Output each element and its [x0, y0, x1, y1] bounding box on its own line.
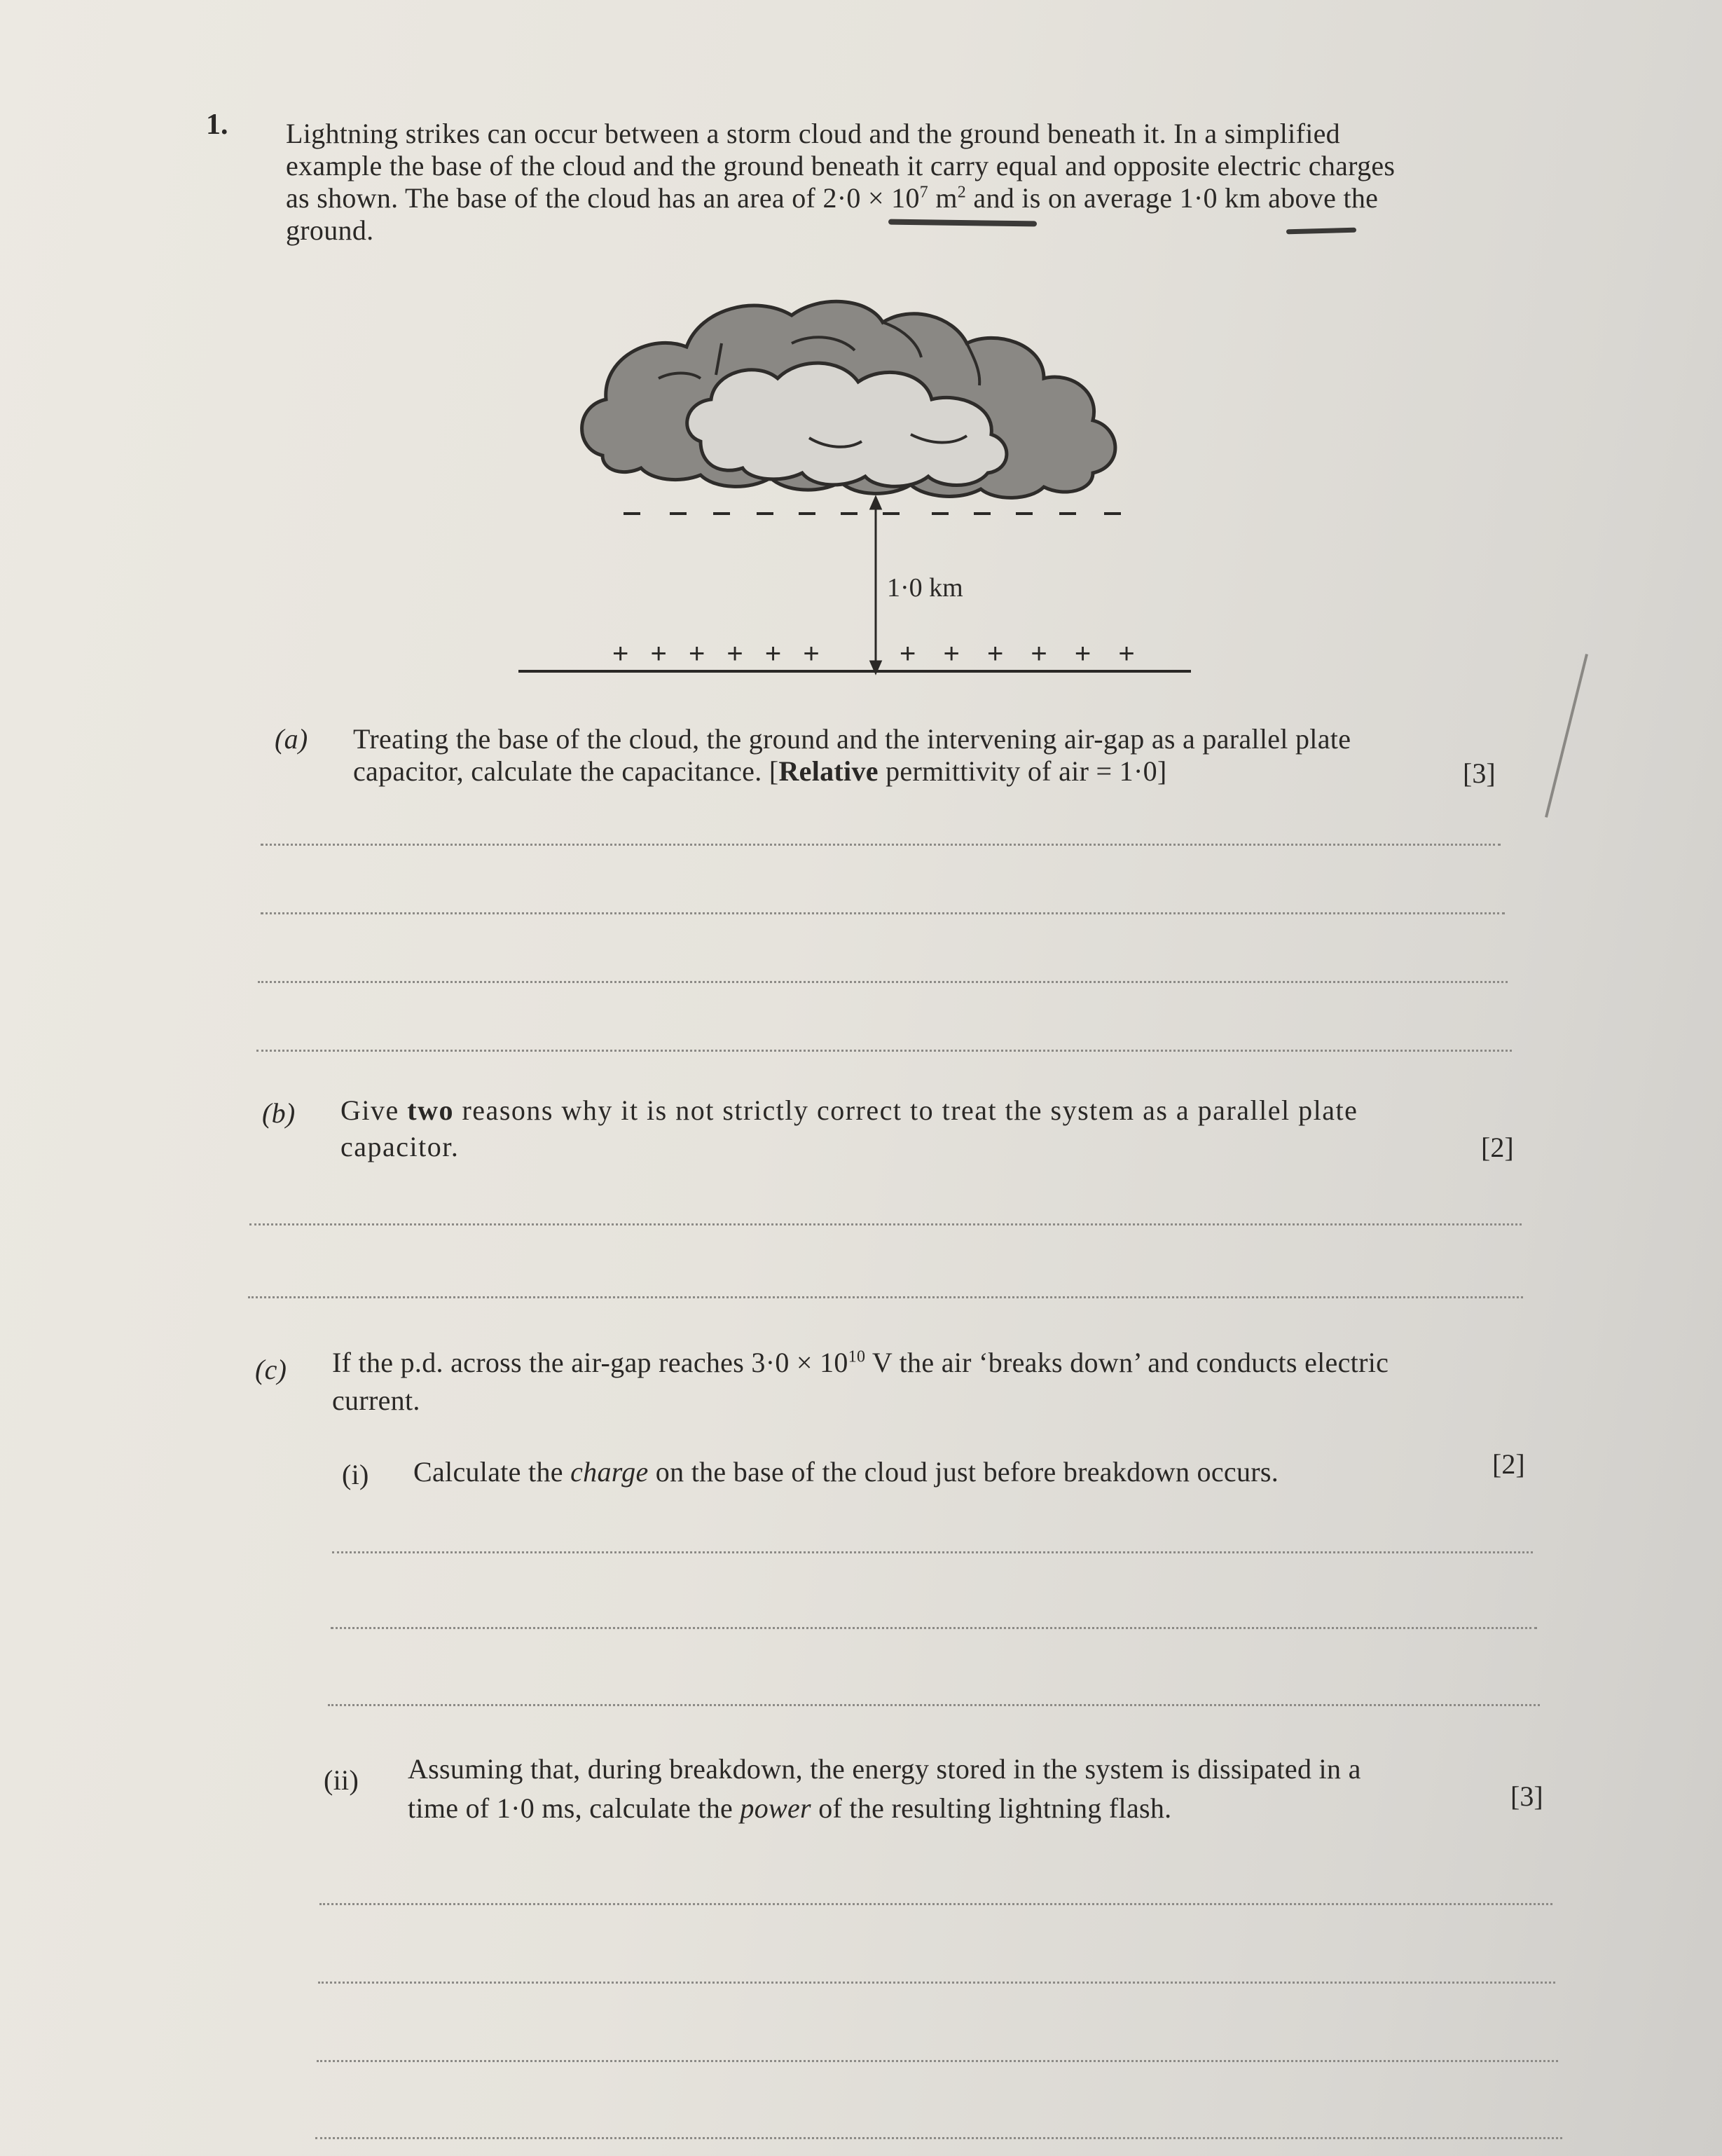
answer-line-cii-3[interactable] [317, 2060, 1558, 2062]
plus-left: + + + + + + [612, 638, 827, 669]
part-c-line-1: If the p.d. across the air-gap reaches $3\cdot 0 \times 10^{10}$ V the air ‘breaks down’ and conducts electric [332, 1347, 1389, 1378]
answer-line-b-1[interactable] [249, 1223, 1522, 1225]
answer-line-ci-1[interactable] [332, 1551, 1533, 1553]
answer-line-cii-2[interactable] [318, 1982, 1555, 1984]
part-b-line-2: capacitor. [340, 1131, 460, 1162]
answer-line-cii-4[interactable] [315, 2137, 1562, 2139]
part-c-ii-line-2: time of 1·0 ms, calculate the power of the resulting lightning flash. [408, 1792, 1172, 1824]
intro-line-4: ground. [286, 214, 374, 246]
part-c-i-label: (i) [342, 1459, 369, 1490]
part-c-i-marks: [2] [1492, 1448, 1525, 1480]
intro-line-3b: and is on average [973, 182, 1173, 214]
question-number: 1. [206, 109, 228, 141]
intro-line-3a: as shown. The base of the cloud has an area of [286, 182, 816, 214]
intro-line-2: example the base of the cloud and the ground beneath it carry equal and opposite electric charges [286, 150, 1396, 181]
intro-line-3 [286, 182, 1477, 214]
answer-line-b-2[interactable] [248, 1296, 1523, 1298]
part-a-marks: [3] [1463, 757, 1496, 789]
question-intro [286, 118, 1477, 247]
part-b-line-1: Give two reasons why it is not strictly correct to treat the system as a parallel plate [340, 1094, 1358, 1126]
part-b-marks: [2] [1481, 1132, 1514, 1163]
height-value: 1·0 km [1179, 182, 1261, 214]
margin-pencil-mark [1545, 654, 1588, 818]
part-c-ii-line-1: Assuming that, during breakdown, the energy stored in the system is dissipated in a [408, 1753, 1361, 1785]
part-a-label: (a) [275, 723, 308, 755]
part-c-text [332, 1347, 1537, 1417]
part-c-label: (c) [255, 1354, 287, 1385]
part-a-text [353, 723, 1502, 788]
height-arrow [871, 497, 881, 673]
answer-line-a-2[interactable] [261, 912, 1505, 914]
answer-line-a-3[interactable] [258, 981, 1508, 983]
intro-line-3c: above the [1268, 182, 1379, 214]
intro-line-1: Lightning strikes can occur between a storm cloud and the ground beneath it. In a simplified [286, 118, 1340, 149]
cloud-capacitor-diagram [490, 266, 1233, 687]
answer-line-ci-3[interactable] [328, 1704, 1540, 1706]
answer-line-ci-2[interactable] [331, 1627, 1537, 1629]
plus-right: + + + + + + [900, 638, 1145, 669]
part-a-line-1: Treating the base of the cloud, the ground and the intervening air-gap as a parallel plate [353, 723, 1351, 755]
area-value: $2\cdot 0 \times 10^7$ $m^2$ [822, 182, 967, 214]
part-a-line-2: capacitor, calculate the capacitance. [Relative permittivity of air = 1·0] [353, 755, 1167, 787]
answer-line-a-4[interactable] [256, 1050, 1512, 1052]
part-c-ii-text [408, 1753, 1557, 1825]
part-c-i-text: Calculate the charge on the base of the cloud just before breakdown occurs. [413, 1456, 1279, 1488]
storm-cloud-icon [582, 301, 1115, 497]
part-b-label: (b) [262, 1097, 296, 1129]
part-c-line-2: current. [332, 1385, 420, 1416]
part-c-ii-marks: [3] [1510, 1780, 1543, 1812]
part-b-text [340, 1094, 1531, 1163]
height-label: 1·0 km [887, 573, 963, 603]
part-c-ii-label: (ii) [324, 1764, 359, 1796]
answer-line-cii-1[interactable] [319, 1903, 1552, 1905]
answer-line-a-1[interactable] [261, 844, 1501, 846]
